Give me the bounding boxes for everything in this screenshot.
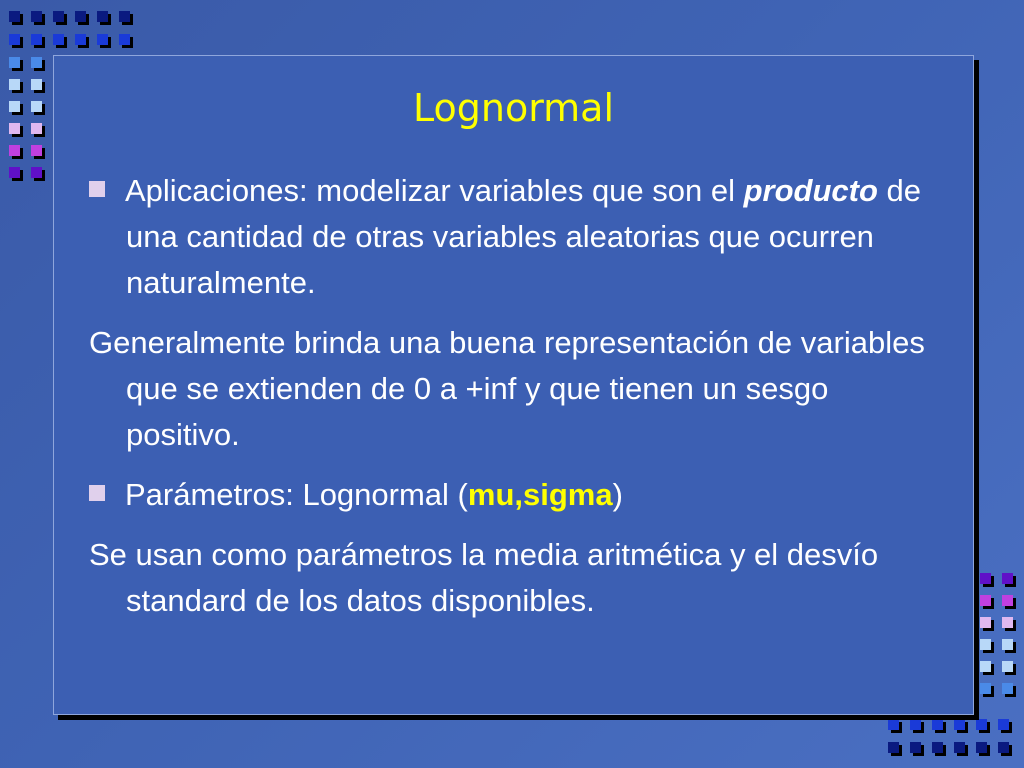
decor-square [31,145,42,156]
decor-square [910,719,921,730]
decor-square [119,34,130,45]
decor-square [9,123,20,134]
decor-square [9,145,20,156]
slide-title: Lognormal [412,86,615,130]
decor-square [31,101,42,112]
decor-square [980,595,991,606]
decor-square [1002,617,1013,628]
decor-square [53,34,64,45]
slide-panel [53,55,974,715]
decor-square [1002,639,1013,650]
decor-square [9,101,20,112]
decor-square [1002,683,1013,694]
decor-square [980,683,991,694]
decor-square [9,57,20,68]
slide-body [89,168,949,638]
bullet-item-aplicaciones [89,168,949,306]
decor-square [954,719,965,730]
item-text-part2: de una cantidad de otras variables aleatorias que ocurren naturalmente. [126,173,922,300]
decor-square [31,57,42,68]
decor-square [97,11,108,22]
decor-square [980,617,991,628]
decor-square [31,123,42,134]
item-highlight: mu,sigma [467,477,613,512]
decor-square [980,639,991,650]
decor-square [980,661,991,672]
decor-square [980,573,991,584]
paragraph-text: Generalmente brinda una buena representación de variables que se extienden de 0 a +inf y que tienen un sesgo positivo. [89,325,925,452]
decor-square [97,34,108,45]
decor-square [932,719,943,730]
decor-square [31,79,42,90]
decor-square [1002,573,1013,584]
decor-square [31,34,42,45]
square-bullet-icon [89,181,105,197]
decor-square [888,719,899,730]
decor-square [976,742,987,753]
decor-square [1002,595,1013,606]
decor-square [1002,661,1013,672]
decor-square [53,11,64,22]
decor-square [75,11,86,22]
item-emphasis: producto [743,173,878,208]
square-bullet-icon [89,485,105,501]
paragraph-generalmente [89,320,949,458]
bullet-item-parametros [89,472,949,518]
decor-square [9,79,20,90]
decor-square [9,167,20,178]
decor-square [9,34,20,45]
item-text-part2: ) [612,477,623,512]
decor-square [31,167,42,178]
decor-square [119,11,130,22]
decor-square [910,742,921,753]
decor-square [998,719,1009,730]
item-text-part1: Aplicaciones: modelizar variables que son el [125,173,744,208]
paragraph-se-usan [89,532,949,624]
paragraph-text: Se usan como parámetros la media aritmética y el desvío standard de los datos disponibles. [89,537,879,618]
decor-square [75,34,86,45]
decor-square [932,742,943,753]
decor-square [976,719,987,730]
decor-square [954,742,965,753]
decor-square [31,11,42,22]
item-text-part1: Parámetros: Lognormal ( [125,477,468,512]
decor-square [998,742,1009,753]
decor-square [888,742,899,753]
decor-square [9,11,20,22]
